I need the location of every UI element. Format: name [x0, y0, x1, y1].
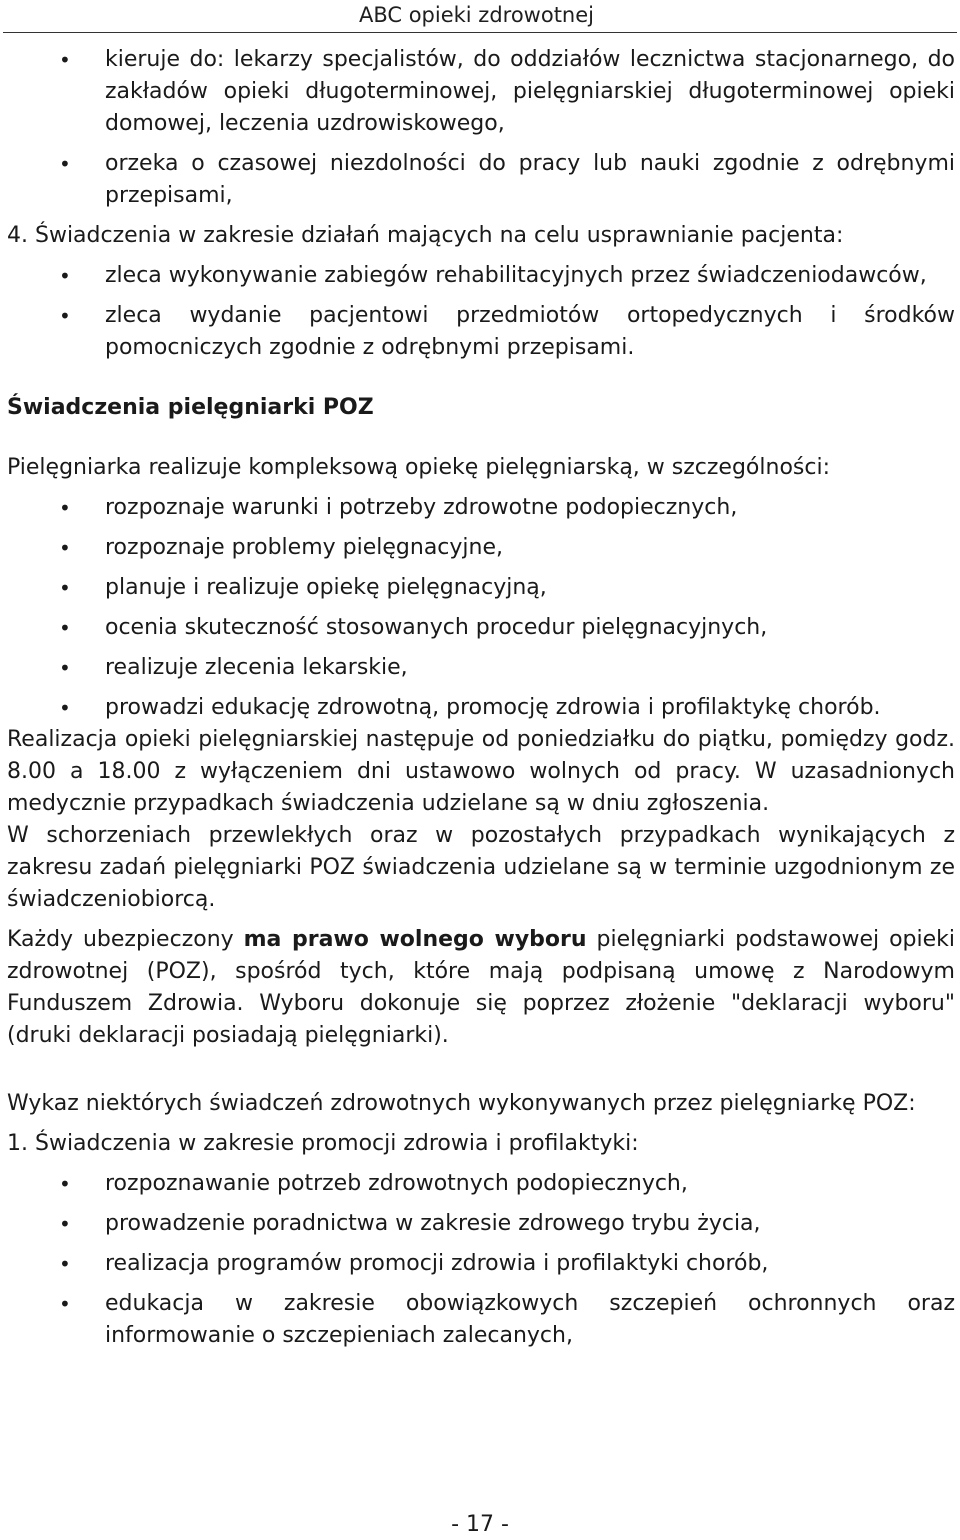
paragraph-hours: Realizacja opieki pielęgniarskiej następuje od poniedziałku do piątku, pomiędzy godz. 8.00 a 18.00 z wyłączeniem dni ustawowo wolnych od pracy. W uzasadnionych medycznie przypadkach świadczenia udzielane są w dniu zgłoszenia. [7, 727, 955, 816]
header-rule [3, 32, 957, 33]
list-item: • realizacja programów promocji zdrowia i profilaktyki chorób, [7, 1248, 955, 1280]
paragraph-choice [7, 924, 955, 1052]
document-body [7, 44, 955, 1352]
list-item: • rozpoznaje warunki i potrzeby zdrowotne podopiecznych, [7, 492, 955, 524]
list-item: • prowadzenie poradnictwa w zakresie zdrowego trybu życia, [7, 1208, 955, 1240]
list-item: • rozpoznaje problemy pielęgnacyjne, [7, 532, 955, 564]
list-item: • zleca wydanie pacjentowi przedmiotów ortopedycznych i środków pomocniczych zgodnie z odrębnymi przepisami. [7, 300, 955, 364]
list-intro: Wykaz niektórych świadczeń zdrowotnych wykonywanych przez pielęgniarkę POZ: [7, 1091, 916, 1116]
list-item: • zleca wykonywanie zabiegów rehabilitacyjnych przez świadczeniodawców, [7, 260, 955, 292]
paragraph-choice-emphasis: ma prawo wolnego wyboru [243, 927, 587, 952]
list-item: • prowadzi edukację zdrowotną, promocję zdrowia i profilaktykę chorób. [7, 692, 955, 724]
section-heading-poz: Świadczenia pielęgniarki POZ [7, 395, 374, 420]
page-header [0, 0, 960, 36]
paragraph-chronic: W schorzeniach przewlekłych oraz w pozostałych przypadkach wynikających z zakresu zadań pielęgniarki POZ świadczenia udzielane są w terminie uzgodnionym ze świadczeniobiorcą. [7, 823, 955, 912]
page-number: - 17 - [451, 1512, 509, 1537]
header-title: ABC opieki zdrowotnej [358, 3, 594, 27]
list-item: • edukacja w zakresie obowiązkowych szczepień ochronnych oraz informowanie o szczepieniach zalecanych, [7, 1288, 955, 1352]
paragraph-choice-start: Każdy ubezpieczony [7, 927, 244, 952]
section-item-1-title: 1. Świadczenia w zakresie promocji zdrowia i profilaktyki: [7, 1131, 639, 1156]
paragraph-choice-end: pielęgniarki podstawowej opieki zdrowotnej (POZ), spośród tych, które mają podpisaną umowę z Narodowym Funduszem Zdrowia. Wyboru dokonuje się poprzez złożenie "deklaracji wyboru" (druki deklaracji posiadają pielęgniarki). [7, 927, 955, 1048]
list-item: • kieruje do: lekarzy specjalistów, do oddziałów lecznictwa stacjonarnego, do zakładów opieki długoterminowej, pielęgniarskiej długoterminowej opieki domowej, leczenia uzdrowiskowego, [7, 44, 955, 140]
list-item: • ocenia skuteczność stosowanych procedur pielęgnacyjnych, [7, 612, 955, 644]
section-item-4-title: 4. Świadczenia w zakresie działań mających na celu usprawnianie pacjenta: [7, 223, 844, 248]
list-item: • planuje i realizuje opiekę pielęgnacyjną, [7, 572, 955, 604]
list-item: • realizuje zlecenia lekarskie, [7, 652, 955, 684]
poz-intro: Pielęgniarka realizuje kompleksową opiekę pielęgniarską, w szczególności: [7, 455, 830, 480]
list-item: • orzeka o czasowej niezdolności do pracy lub nauki zgodnie z odrębnymi przepisami, [7, 148, 955, 212]
list-item: • rozpoznawanie potrzeb zdrowotnych podopiecznych, [7, 1168, 955, 1200]
